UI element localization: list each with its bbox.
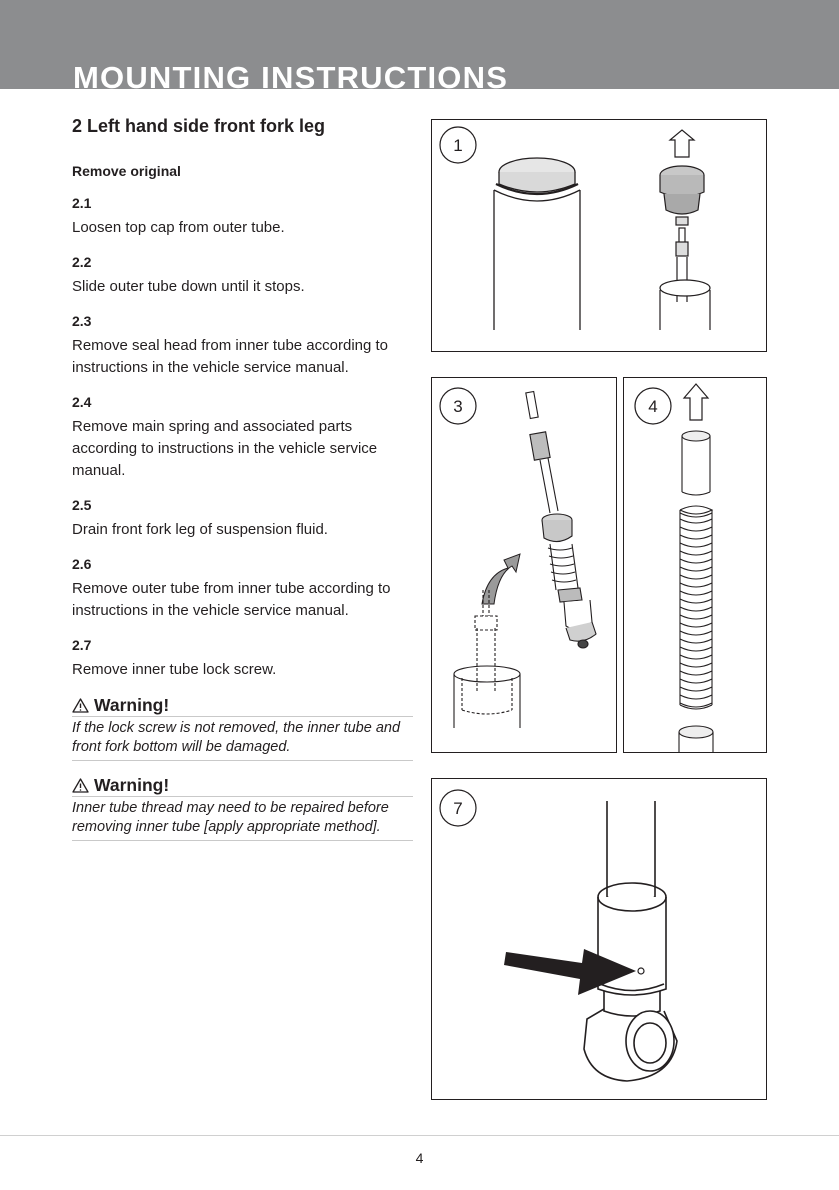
figure-1 [431,119,767,352]
warning-block [72,695,413,761]
step-text: Remove seal head from inner tube according to instructions in the vehicle service manual. [72,337,389,376]
figure-number: 1 [453,136,463,155]
warning-text: If the lock screw is not removed, the inner tube and front fork bottom will be damaged. [72,717,413,761]
curved-arrow-icon [482,554,520,604]
step [72,636,413,681]
step-number: 2.5 [72,497,92,513]
top-cap-drawing [660,130,710,330]
inner-tube-drawing [454,590,520,728]
subheading: Remove original [72,163,181,179]
step-number: 2.6 [72,556,92,572]
step [72,393,413,482]
figure-1-illustration [432,120,766,351]
step-number: 2.4 [72,394,92,410]
warning-title: Warning! [94,775,170,795]
damper-rod-drawing [526,392,596,648]
fork-bottom-drawing [584,801,677,1081]
warning-icon [72,778,89,793]
tube-drawing [679,726,713,752]
step [72,194,413,239]
section-title: 2 Left hand side front fork leg [72,116,326,136]
footer-divider [0,1135,839,1136]
step [72,555,413,622]
step-text: Remove outer tube from inner tube according to instructions in the vehicle service manual. [72,580,391,619]
up-arrow-icon [684,384,708,420]
warning-text: Inner tube thread may need to be repaired before removing inner tube [apply appropriate method]. [72,797,413,841]
step [72,312,413,379]
figure-7-illustration [432,779,766,1099]
warning-heading [72,695,413,717]
step [72,253,413,298]
step-text: Remove inner tube lock screw. [72,661,277,678]
step-number: 2.1 [72,195,92,211]
step [72,496,413,541]
page-title: MOUNTING INSTRUCTIONS [73,60,509,89]
warning-title: Warning! [94,695,170,715]
page-number: 4 [415,1150,424,1166]
step-number: 2.3 [72,313,92,329]
warning-block [72,775,413,841]
spacer-drawing [682,431,710,495]
main-spring-drawing [680,506,712,709]
figure-7 [431,778,767,1100]
outer-tube-drawing [494,158,580,330]
step-number: 2.7 [72,637,92,653]
figure-4 [623,377,767,753]
warning-icon [72,698,89,713]
figure-3 [431,377,617,753]
warning-heading [72,775,413,797]
figure-number: 3 [453,397,463,416]
instructions-column [72,114,413,841]
figure-3-illustration [432,378,616,752]
step-number: 2.2 [72,254,92,270]
figure-4-illustration [624,378,766,752]
step-text: Loosen top cap from outer tube. [72,219,285,236]
page-header [0,0,839,89]
figure-number: 7 [453,799,463,818]
step-text: Slide outer tube down until it stops. [72,278,305,295]
figure-number: 4 [648,397,658,416]
step-text: Drain front fork leg of suspension fluid. [72,521,328,538]
step-text: Remove main spring and associated parts according to instructions in the vehicle service manual. [72,418,378,479]
